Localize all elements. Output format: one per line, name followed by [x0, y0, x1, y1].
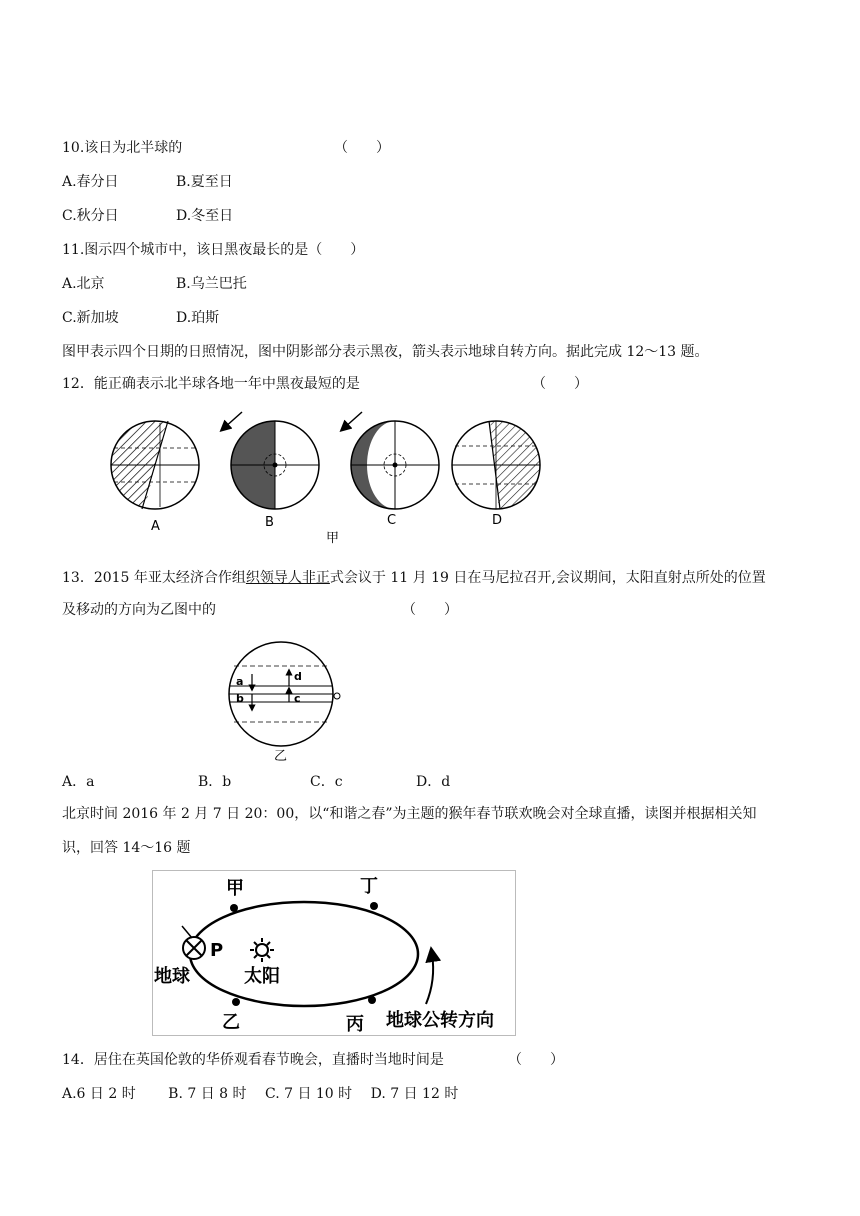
caption-jia: 甲 [326, 531, 340, 546]
label-jia-orbit: 甲 [226, 878, 244, 899]
q11-option-b: B.乌兰巴托 [176, 276, 247, 292]
label-a-yi: a [236, 675, 244, 688]
q10-option-a: A.春分日 [62, 174, 119, 190]
label-b-yi: b [236, 692, 244, 705]
globe-a [100, 408, 199, 522]
q13-option-b: B．b [198, 774, 232, 790]
q14-stem: 14．居住在英国伦敦的华侨观看春节晚会，直播时当地时间是 [62, 1052, 444, 1068]
label-sun: 太阳 [244, 966, 280, 987]
q14-options: A.6 日 2 时 B. 7 日 8 时 C. 7 日 10 时 D. 7 日 12 时 [62, 1086, 459, 1102]
q10-option-b: B.夏至日 [176, 174, 233, 190]
sun-icon [250, 938, 274, 962]
q13-stem-line2: 及移动的方向为乙图中的 [62, 602, 216, 618]
label-ding-orbit: 丁 [360, 876, 378, 897]
label-c-yi: c [294, 692, 301, 705]
label-yi-orbit: 乙 [222, 1012, 240, 1033]
figure-yi [222, 636, 352, 764]
label-bing-orbit: 丙 [346, 1014, 364, 1035]
label-d-yi: d [294, 670, 302, 683]
q13-option-a: A．a [62, 774, 95, 790]
q13-option-d: D．d [416, 774, 451, 790]
q11-option-d: D.珀斯 [176, 310, 220, 326]
q11-option-c: C.新加坡 [62, 310, 119, 326]
q11-stem: 11.图示四个城市中，该日黑夜最长的是（ ） [62, 242, 365, 258]
q13-stem-line1: 13．2015 年亚太经济合作组织领导人非正式会议于 11 月 19 日在马尼拉召开,会议期间，太阳直射点所处的位置 [62, 570, 766, 586]
q12-answer-paren: （ ） [532, 376, 588, 392]
q10-answer-paren: （ ） [334, 140, 390, 156]
label-orbit-direction: 地球公转方向 [386, 1010, 494, 1031]
figure-jia [100, 408, 560, 550]
globe-c [344, 412, 439, 509]
globe-b [224, 412, 319, 509]
q13-answer-paren: （ ） [402, 602, 458, 618]
q11-option-a: A.北京 [62, 276, 105, 292]
label-c: C [387, 513, 397, 528]
intro-14-16-line2: 识，回答 14～16 题 [62, 840, 191, 856]
q13-option-c: C．c [310, 774, 343, 790]
label-p: P [210, 940, 224, 961]
label-earth: 地球 [154, 966, 190, 987]
globe-d [452, 408, 560, 522]
caption-yi: 乙 [274, 749, 288, 764]
intro-12-13: 图甲表示四个日期的日照情况，图中阴影部分表示黑夜，箭头表示地球自转方向。据此完成 12～13 题。 [62, 344, 709, 360]
figure-orbit [152, 870, 516, 1036]
q12-stem: 12．能正确表示北半球各地一年中黑夜最短的是 [62, 376, 360, 392]
label-d: D [492, 513, 503, 528]
q14-answer-paren: （ ） [508, 1052, 564, 1068]
label-b: B [265, 515, 274, 530]
intro-14-16-line1: 北京时间 2016 年 2 月 7 日 20：00，以“和谐之春”为主题的猴年春节联欢晚会对全球直播，读图并根据相关知 [62, 806, 757, 822]
q10-option-c: C.秋分日 [62, 208, 119, 224]
q10-option-d: D.冬至日 [176, 208, 234, 224]
label-a: A [151, 519, 160, 534]
q10-stem: 10.该日为北半球的 [62, 140, 183, 156]
